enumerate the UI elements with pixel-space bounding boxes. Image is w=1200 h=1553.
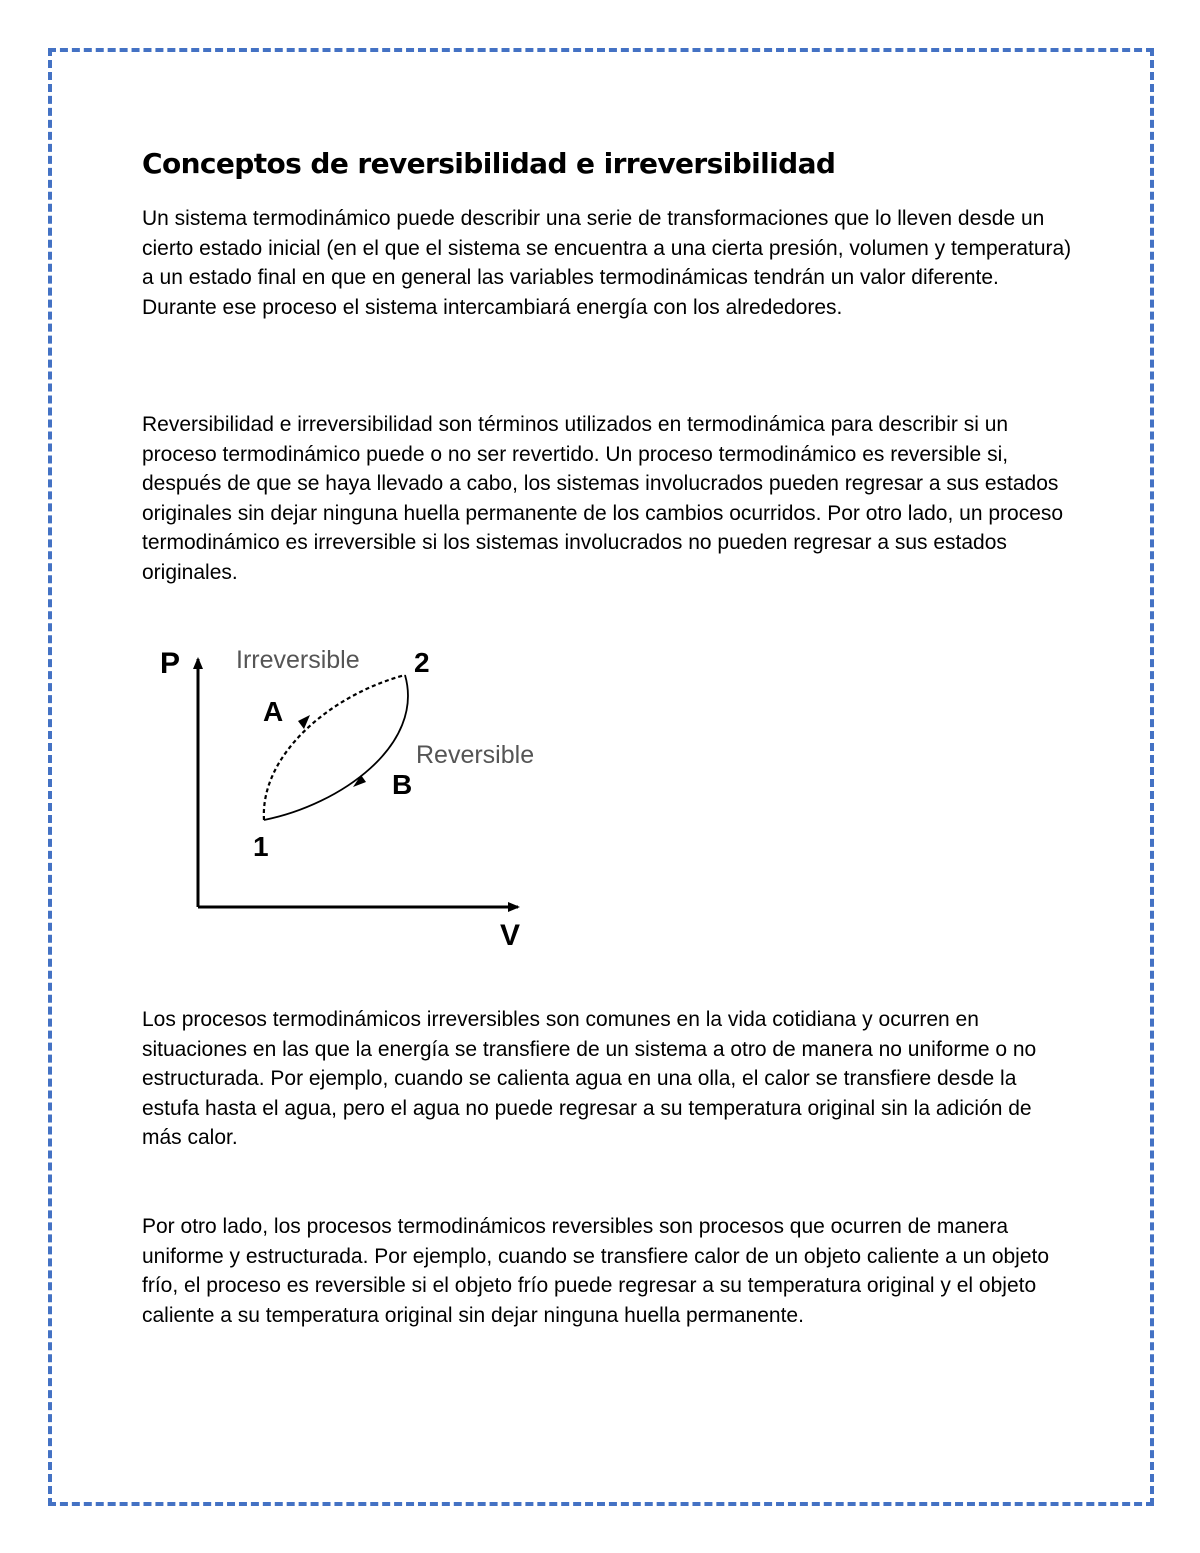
axis-y-label: P: [160, 647, 181, 680]
reversible-path: [264, 675, 408, 820]
point-b-label: B: [392, 769, 413, 800]
point-a-label: A: [263, 696, 284, 727]
irreversible-label: Irreversible: [236, 646, 360, 674]
paragraph-irreversible: Los procesos termodinámicos irreversibles son comunes en la vida cotidiana y ocurren en situaciones en las que la energía se transfiere de un sistema a otro de manera no uniforme o no estructurada. Por ejemplo, cuando se calienta agua en una olla, el calor se transfiere desde la estufa hasta el agua, pero el agua no puede regresar a su temperatura original sin la adición de más calor.: [142, 1008, 1037, 1149]
state-2-label: 2: [414, 647, 430, 678]
paragraph-intro: Un sistema termodinámico puede describir una serie de transformaciones que lo lleven desde un cierto estado inicial (en el que el sistema se encuentra a una cierta presión, volumen y temperatura) a un estado final en que en general las variables termodinámicas tendrán un valor diferente. Durante ese proceso el sistema intercambiará energía con los alrededores.: [142, 207, 1072, 319]
paragraph-reversible: Por otro lado, los procesos termodinámicos reversibles son procesos que ocurren de manera uniforme y estructurada. Por ejemplo, cuando se transfiere calor de un objeto caliente a un objeto frío, el proceso es reversible si el objeto frío puede regresar a su temperatura original y el objeto caliente a su temperatura original sin dejar ninguna huella permanente.: [142, 1215, 1050, 1327]
reversible-label: Reversible: [416, 741, 535, 769]
axis-x-label: V: [500, 919, 521, 952]
page-title: Conceptos de reversibilidad e irreversibilidad: [142, 147, 836, 180]
paragraph-definition: Reversibilidad e irreversibilidad son términos utilizados en termodinámica para describir si un proceso termodinámico puede o no ser revertido. Un proceso termodinámico es reversible si, después de que se haya llevado a cabo, los sistemas involucrados pueden regresar a sus estados originales sin dejar ninguna huella permanente de los cambios ocurridos. Por otro lado, un proceso termodinámico es irreversible si los sistemas involucrados no pueden regresar a sus estados originales.: [142, 413, 1064, 584]
state-1-label: 1: [253, 831, 269, 862]
irreversible-path: [264, 675, 405, 820]
pv-diagram: [150, 635, 570, 955]
